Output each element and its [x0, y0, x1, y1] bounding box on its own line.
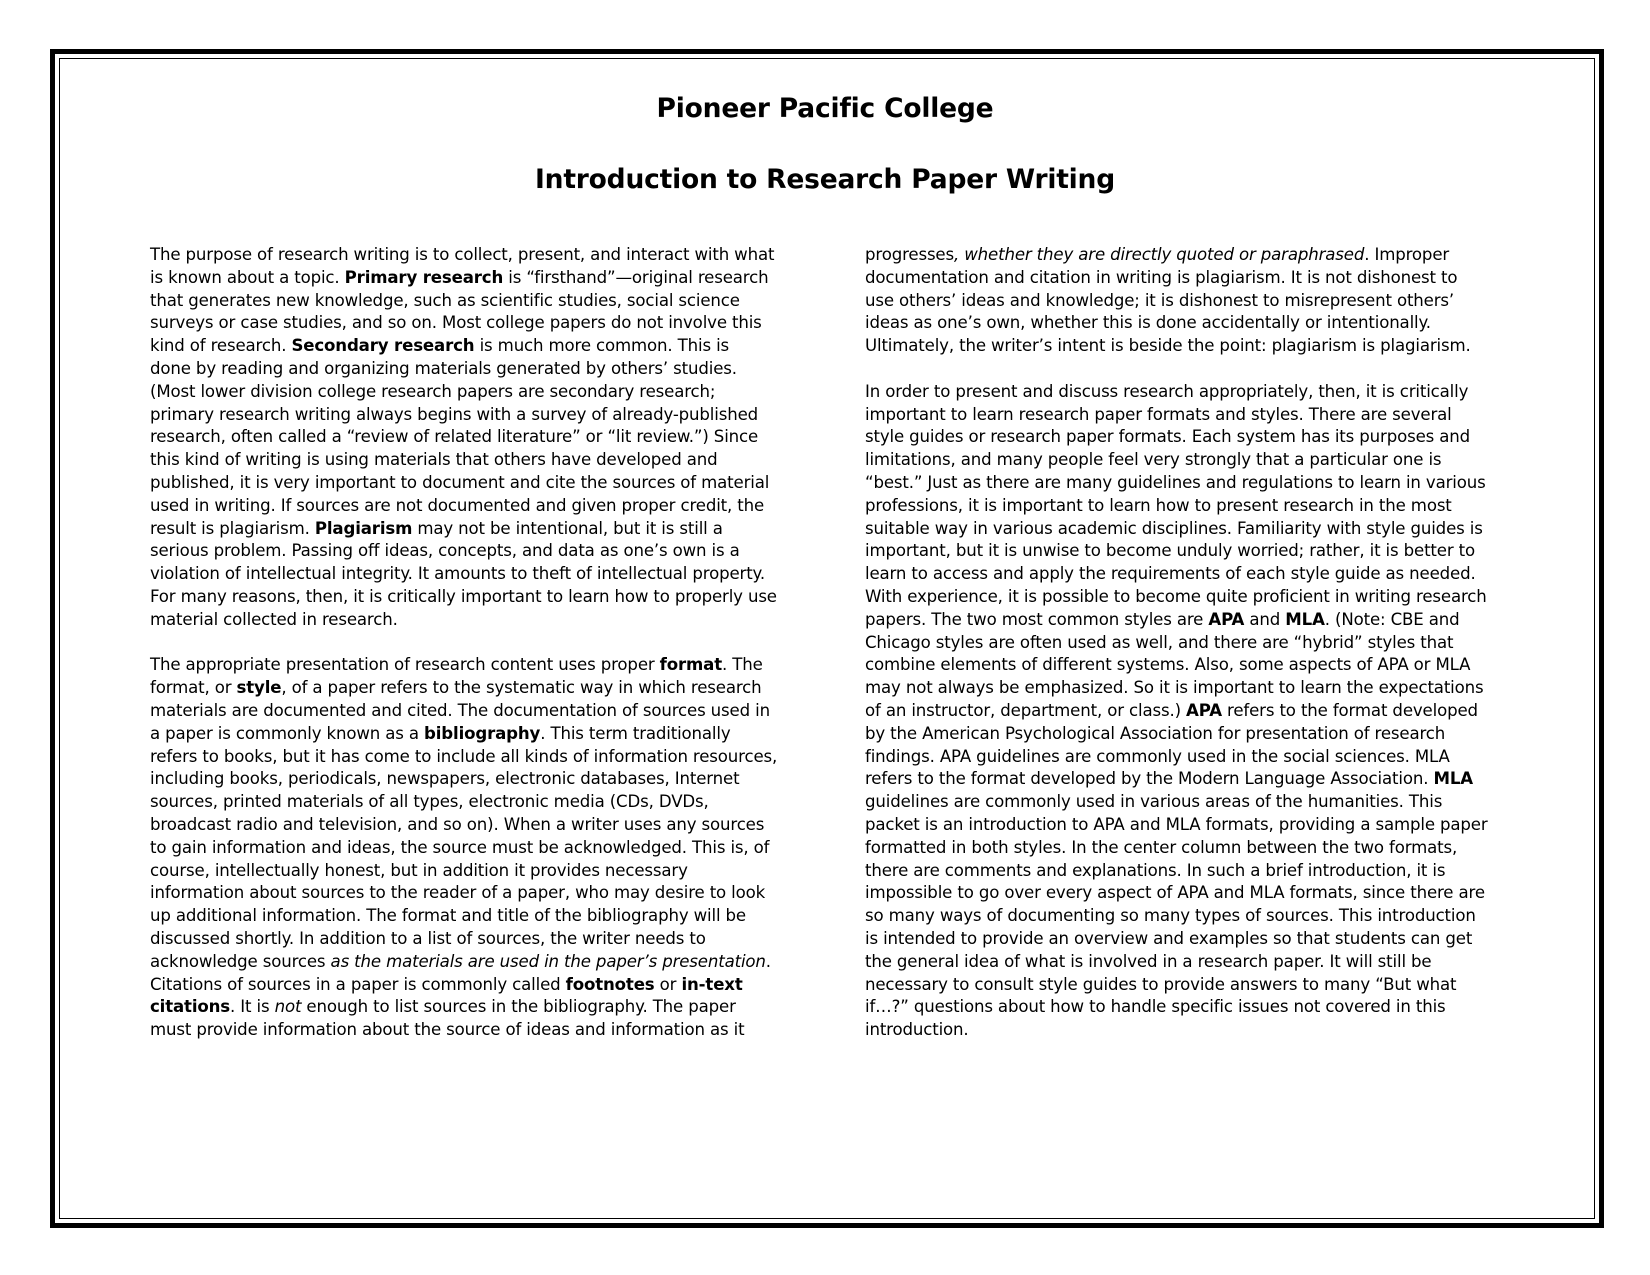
text-line [865, 700, 1515, 723]
text-run: may not be intentional, but it is still a [412, 518, 723, 538]
text-run: refers to the format developed by the Modern Language Association. [865, 769, 1434, 789]
text-line [865, 860, 1515, 883]
right-paragraph-1 [865, 244, 1515, 358]
text-run: done by reading and organizing materials generated by others’ studies. [150, 358, 737, 378]
text-run: introduction. [865, 1020, 969, 1040]
text-run: , of a paper refers to the systematic way in which research [281, 678, 762, 698]
text-run: primary research writing always begins with a survey of already-published [150, 404, 759, 424]
emphasis-text: , whether they are directly quoted or paraphrased [954, 245, 1365, 264]
text-run: Chicago styles are often used as well, and there are “hybrid” styles that [865, 632, 1454, 652]
text-run: progresses [865, 245, 954, 264]
text-line [865, 723, 1515, 746]
text-line [865, 609, 1515, 632]
term-style: style [236, 678, 282, 698]
text-line [865, 996, 1515, 1019]
text-line [865, 335, 1515, 358]
left-column [150, 244, 800, 1042]
text-run: there are comments and explanations. In such a brief introduction, it is [865, 860, 1446, 880]
text-run: (Most lower division college research papers are secondary research; [150, 381, 716, 401]
college-title: Pioneer Pacific College [656, 93, 994, 124]
text-line [150, 882, 800, 905]
text-line [150, 335, 800, 358]
text-line [865, 677, 1515, 700]
term-in-text: in-text [681, 974, 743, 994]
text-line [865, 586, 1515, 609]
text-run: broadcast radio and television, and so on). When a writer uses any sources [150, 814, 765, 834]
text-run: documentation and citation in writing is plagiarism. It is not dishonest to [865, 267, 1458, 287]
text-line [150, 723, 800, 746]
text-run: . [765, 951, 771, 971]
text-line [150, 791, 800, 814]
text-line [150, 1019, 800, 1042]
text-line [150, 860, 800, 883]
text-run: . The [722, 655, 763, 675]
left-paragraph-2 [150, 654, 800, 1042]
text-run: up additional information. The format and title of the bibliography will be [150, 906, 746, 926]
text-run: professions, it is important to learn how to present research in the most [865, 495, 1452, 515]
text-line [865, 882, 1515, 905]
right-column [865, 244, 1515, 1042]
text-line [865, 563, 1515, 586]
text-line [865, 472, 1515, 495]
text-line [150, 586, 800, 609]
text-run: is known about a topic. [150, 267, 345, 287]
term-apa: APA [1208, 609, 1245, 629]
text-run: is “firsthand”—original research [503, 267, 769, 287]
text-run: . This term traditionally [540, 723, 731, 743]
term-format: format [659, 655, 722, 675]
text-line [865, 768, 1515, 791]
text-line [150, 951, 800, 974]
text-line [150, 426, 800, 449]
text-run: and [1244, 609, 1286, 629]
text-line [865, 791, 1515, 814]
text-run: guidelines are commonly used in various areas of the humanities. This [865, 792, 1443, 812]
text-run: is intended to provide an overview and examples so that students can get [865, 928, 1473, 948]
text-run: research, often called a “review of related literature” or “lit review.”) Since [150, 427, 759, 447]
text-run: of an instructor, department, or class.) [865, 700, 1187, 720]
text-line [150, 928, 800, 951]
text-line [865, 404, 1515, 427]
text-line [865, 905, 1515, 928]
text-run: must provide information about the source of ideas and information as it [150, 1020, 745, 1040]
text-line [150, 472, 800, 495]
text-run: learn to access and apply the requirements of each style guide as needed. [865, 564, 1476, 584]
text-run: packet is an introduction to APA and MLA formats, providing a sample paper [865, 814, 1488, 834]
text-run: enough to list sources in the bibliography. The paper [301, 997, 736, 1017]
text-line [865, 928, 1515, 951]
text-line [865, 449, 1515, 472]
text-line [150, 244, 800, 267]
text-line [150, 290, 800, 313]
text-run: serious problem. Passing off ideas, concepts, and data as one’s own is a [150, 541, 740, 561]
text-run: limitations, and many people feel very strongly that a particular one is [865, 450, 1442, 470]
text-line [865, 746, 1515, 769]
text-run: In order to present and discuss research appropriately, then, it is critically [865, 381, 1469, 401]
left-paragraph-1 [150, 244, 800, 632]
text-run: discussed shortly. In addition to a list of sources, the writer needs to [150, 928, 706, 948]
document-title: Introduction to Research Paper Writing [535, 164, 1115, 195]
text-line [150, 768, 800, 791]
term-plagiarism: Plagiarism [314, 518, 413, 538]
text-line [150, 358, 800, 381]
text-run: papers. The two most common styles are [865, 609, 1209, 629]
text-line [150, 609, 800, 632]
text-line [865, 426, 1515, 449]
text-run: may not always be emphasized. So it is important to learn the expectations [865, 678, 1484, 698]
text-run: important, but it is unwise to become unduly worried; rather, it is better to [865, 541, 1475, 561]
text-line [150, 381, 800, 404]
text-run: course, intellectually honest, but in addition it provides necessary [150, 860, 688, 880]
text-run: or [654, 974, 682, 994]
text-run: materials are documented and cited. The documentation of sources used in [150, 700, 770, 720]
text-line [865, 540, 1515, 563]
text-line [865, 244, 1515, 267]
text-run: With experience, it is possible to become quite proficient in writing research [865, 586, 1487, 606]
text-run: used in writing. If sources are not documented and given proper credit, the [150, 495, 765, 515]
text-line [865, 951, 1515, 974]
text-run: material collected in research. [150, 609, 398, 629]
text-line [150, 312, 800, 335]
term-secondary-research: Secondary research [291, 336, 475, 356]
text-run: Citations of sources in a paper is commonly called [150, 974, 566, 994]
text-run: suitable way in various academic disciplines. Familiarity with style guides is [865, 518, 1483, 538]
text-run: by the American Psychological Association for presentation of research [865, 723, 1446, 743]
paragraph-gap [865, 358, 1515, 381]
text-run: acknowledge sources [150, 951, 331, 971]
text-run: The purpose of research writing is to collect, present, and interact with what [150, 245, 775, 264]
text-run: that generates new knowledge, such as scientific studies, social science [150, 290, 740, 310]
text-run: surveys or case studies, and so on. Most college papers do not involve this [150, 313, 762, 333]
text-line [150, 267, 800, 290]
emphasis-text: as the materials are used in the paper’s presentation [330, 951, 766, 971]
text-line [865, 290, 1515, 313]
term-mla: MLA [1433, 769, 1473, 789]
text-run: . Improper [1364, 245, 1450, 264]
text-line [865, 837, 1515, 860]
term-footnotes: footnotes [565, 974, 655, 994]
text-run: findings. APA guidelines are commonly used in the social sciences. MLA [865, 746, 1450, 766]
term-apa: APA [1186, 700, 1222, 720]
text-line [865, 814, 1515, 837]
text-run: sources, printed materials of all types, electronic media (CDs, DVDs, [150, 792, 709, 812]
text-line [150, 746, 800, 769]
text-run: violation of intellectual integrity. It amounts to theft of intellectual property. [150, 564, 765, 584]
text-run: style guides or research paper formats. Each system has its purposes and [865, 427, 1471, 447]
text-line [865, 381, 1515, 404]
text-line [865, 312, 1515, 335]
text-run: refers to books, but it has come to include all kinds of information resources, [150, 746, 778, 766]
text-line [865, 518, 1515, 541]
text-line [150, 563, 800, 586]
text-line [150, 905, 800, 928]
text-run: a paper is commonly known as a [150, 723, 425, 743]
text-run: necessary to consult style guides to provide answers to many “But what [865, 974, 1457, 994]
text-run: if…?” questions about how to handle specific issues not covered in this [865, 997, 1446, 1017]
emphasis-text: not [274, 997, 302, 1017]
text-run: published, it is very important to document and cite the sources of material [150, 472, 770, 492]
text-line [150, 654, 800, 677]
text-line [865, 1019, 1515, 1042]
text-run: so many ways of documenting so many types of sources. This introduction [865, 906, 1476, 926]
text-run: combine elements of different systems. Also, some aspects of APA or MLA [865, 655, 1471, 675]
text-line [150, 540, 800, 563]
text-line [865, 632, 1515, 655]
text-run: . (Note: CBE and [1324, 609, 1460, 629]
text-run: ideas as one’s own, whether this is done accidentally or intentionally. [865, 313, 1431, 333]
text-run: information about sources to the reader of a paper, who may desire to look [150, 883, 766, 903]
text-run: formatted in both styles. In the center column between the two formats, [865, 837, 1458, 857]
text-line [150, 814, 800, 837]
text-run: to gain information and ideas, the source must be acknowledged. This is, of [150, 837, 770, 857]
text-line [150, 449, 800, 472]
right-paragraph-2 [865, 381, 1515, 1042]
text-line [150, 495, 800, 518]
text-line [865, 267, 1515, 290]
text-run: Ultimately, the writer’s intent is beside the point: plagiarism is plagiarism. [865, 336, 1471, 356]
paragraph-gap [150, 632, 800, 655]
text-line [865, 495, 1515, 518]
text-line [150, 996, 800, 1019]
text-run: “best.” Just as there are many guidelines and regulations to learn in various [865, 472, 1486, 492]
text-run: For many reasons, then, it is critically important to learn how to properly use [150, 586, 777, 606]
text-run: this kind of writing is using materials that others have developed and [150, 450, 718, 470]
term-mla: MLA [1285, 609, 1325, 629]
text-run: the general idea of what is involved in a research paper. It will still be [865, 951, 1432, 971]
text-line [150, 700, 800, 723]
text-run: kind of research. [150, 336, 292, 356]
text-line [150, 677, 800, 700]
text-line [865, 974, 1515, 997]
text-run: refers to the format developed [1221, 700, 1478, 720]
text-run: result is plagiarism. [150, 518, 315, 538]
text-line [150, 404, 800, 427]
text-run: including books, periodicals, newspapers, electronic databases, Internet [150, 769, 740, 789]
term-citations: citations [150, 997, 231, 1017]
text-run: impossible to go over every aspect of APA and MLA formats, since there are [865, 883, 1485, 903]
text-run: is much more common. This is [474, 336, 730, 356]
term-primary-research: Primary research [344, 267, 504, 287]
text-line [150, 974, 800, 997]
term-bibliography: bibliography [424, 723, 541, 743]
text-line [150, 837, 800, 860]
text-run: The appropriate presentation of research content uses proper [150, 655, 660, 675]
text-line [150, 518, 800, 541]
text-run: format, or [150, 678, 237, 698]
text-run: important to learn research paper formats and styles. There are several [865, 404, 1452, 424]
text-line [865, 654, 1515, 677]
text-run: use others’ ideas and knowledge; it is dishonest to misrepresent others’ [865, 290, 1455, 310]
text-run: . It is [230, 997, 275, 1017]
